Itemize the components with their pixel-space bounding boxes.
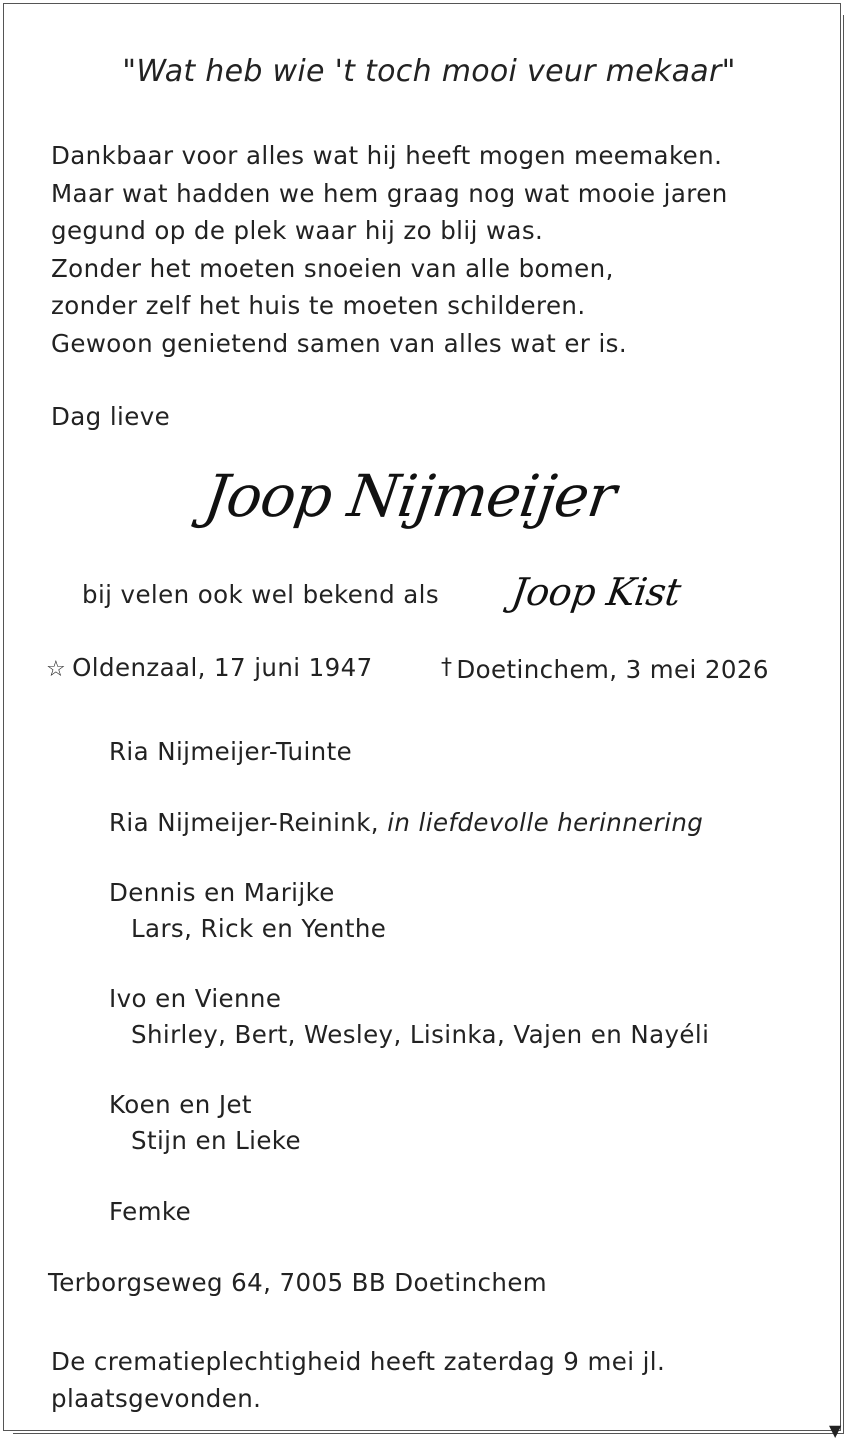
- dagger-icon: †: [441, 655, 453, 680]
- birth-line: [46, 653, 373, 682]
- poem-line: Maar wat hadden we hem graag nog wat mooie jaren: [51, 178, 728, 208]
- family-late-spouse: [109, 808, 703, 837]
- poem-line: gegund op de plek waar hij zo blij was.: [51, 216, 544, 246]
- star-icon: ☆: [46, 657, 67, 682]
- alias-name: Joop Kist: [508, 570, 684, 614]
- family-child: Dennis en Marijke: [109, 878, 335, 907]
- family-spouse: Ria Nijmeijer-Tuinte: [109, 737, 353, 766]
- address: Terborgseweg 64, 7005 BB Doetinchem: [48, 1268, 548, 1297]
- poem-line: Gewoon genietend samen van alles wat er is.: [51, 328, 628, 358]
- poem-line: Zonder het moeten snoeien van alle bomen,: [51, 253, 614, 283]
- greeting: Dag lieve: [51, 402, 171, 431]
- death-text: Doetinchem, 3 mei 2026: [456, 655, 769, 684]
- family-grandchildren: Lars, Rick en Yenthe: [131, 914, 387, 943]
- ceremony-line: plaatsgevonden.: [51, 1384, 262, 1413]
- family-child: Ivo en Vienne: [109, 984, 282, 1013]
- death-line: [441, 655, 769, 684]
- late-spouse-note: in liefdevolle herinnering: [387, 808, 704, 837]
- poem-line: zonder zelf het huis te moeten schilderen.: [51, 291, 586, 321]
- opening-quote: "Wat heb wie 't toch mooi veur mekaar": [122, 54, 736, 89]
- birth-text: Oldenzaal, 17 juni 1947: [72, 653, 373, 682]
- family-grandchildren: Stijn en Lieke: [131, 1126, 301, 1155]
- family-child: Koen en Jet: [109, 1090, 252, 1119]
- family-grandchildren: Shirley, Bert, Wesley, Lisinka, Vajen en Nayéli: [131, 1020, 710, 1049]
- alias-intro: bij velen ook wel bekend als: [82, 580, 440, 609]
- ceremony-line: De crematieplechtigheid heeft zaterdag 9 mei jl.: [51, 1347, 666, 1376]
- late-spouse-name: Ria Nijmeijer-Reinink,: [109, 808, 379, 837]
- family-child: Femke: [109, 1197, 192, 1226]
- ceremony-note: [51, 1343, 665, 1417]
- poem-line: Dankbaar voor alles wat hij heeft mogen meemaken.: [51, 141, 723, 170]
- down-triangle-icon: ▼: [829, 1421, 842, 1440]
- deceased-name: Joop Nijmeijer: [200, 462, 620, 530]
- poem: [51, 137, 728, 363]
